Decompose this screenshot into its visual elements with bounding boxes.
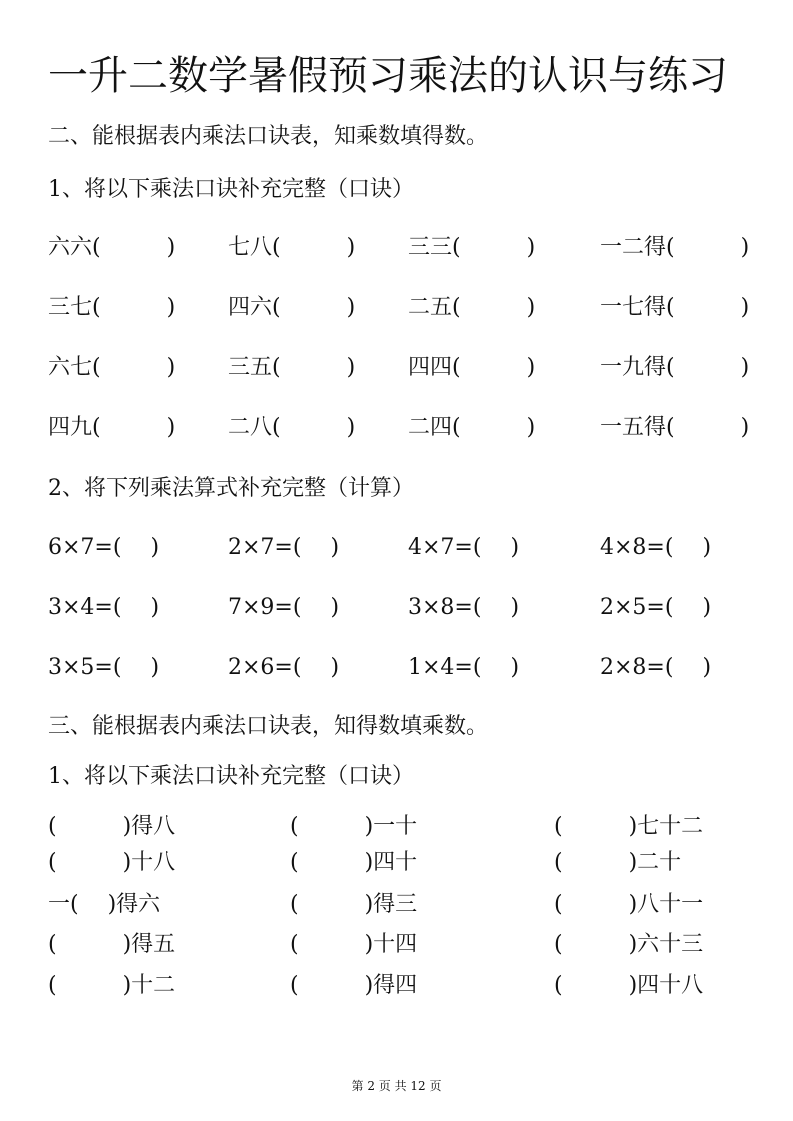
page-title: 一升二数学暑假预习乘法的认识与练习 xyxy=(48,53,728,99)
koujue-item[interactable]: 一七得( ) xyxy=(600,295,750,320)
koujue-item[interactable]: 三三( ) xyxy=(408,235,536,260)
section-3-heading: 三、能根据表内乘法口诀表，知得数填乘数。 xyxy=(48,714,489,739)
reverse-koujue-item[interactable]: ( )四十八 xyxy=(554,973,704,998)
equation-item[interactable]: 2×7=( ) xyxy=(228,535,340,560)
koujue-item[interactable]: 二四( ) xyxy=(408,415,536,440)
reverse-koujue-item[interactable]: ( )得三 xyxy=(290,892,418,917)
section-2-part-1-title: 1、将以下乘法口诀补充完整（口诀） xyxy=(48,177,414,202)
reverse-koujue-item[interactable]: ( )十四 xyxy=(290,932,418,957)
equation-item[interactable]: 6×7=( ) xyxy=(48,535,160,560)
koujue-row xyxy=(0,293,793,323)
reverse-koujue-item[interactable]: ( )七十二 xyxy=(554,814,704,839)
equation-item[interactable]: 3×4=( ) xyxy=(48,595,160,620)
koujue-item[interactable]: 四九( ) xyxy=(48,415,176,440)
reverse-koujue-item[interactable]: ( )得五 xyxy=(48,932,176,957)
koujue-row xyxy=(0,233,793,263)
equation-item[interactable]: 4×8=( ) xyxy=(600,535,712,560)
reverse-koujue-item[interactable]: ( )八十一 xyxy=(554,892,704,917)
koujue-item[interactable]: 六六( ) xyxy=(48,235,176,260)
reverse-koujue-item[interactable]: ( )一十 xyxy=(290,814,418,839)
section-2-heading: 二、能根据表内乘法口诀表，知乘数填得数。 xyxy=(48,124,489,149)
koujue-row xyxy=(0,413,793,443)
koujue-item[interactable]: 二五( ) xyxy=(408,295,536,320)
koujue-item[interactable]: 七八( ) xyxy=(228,235,356,260)
koujue-item[interactable]: 一九得( ) xyxy=(600,355,750,380)
koujue-item[interactable]: 一五得( ) xyxy=(600,415,750,440)
koujue-item[interactable]: 三七( ) xyxy=(48,295,176,320)
equation-item[interactable]: 1×4=( ) xyxy=(408,655,520,680)
reverse-koujue-item[interactable]: ( )二十 xyxy=(554,850,682,875)
koujue-item[interactable]: 六七( ) xyxy=(48,355,176,380)
section-2-part-2-title: 2、将下列乘法算式补充完整（计算） xyxy=(48,476,414,501)
reverse-koujue-row xyxy=(0,971,793,1001)
equation-row xyxy=(0,593,793,623)
equation-item[interactable]: 4×7=( ) xyxy=(408,535,520,560)
reverse-koujue-item[interactable]: ( )十二 xyxy=(48,973,176,998)
reverse-koujue-row xyxy=(0,890,793,920)
reverse-koujue-row xyxy=(0,848,793,878)
koujue-item[interactable]: 二八( ) xyxy=(228,415,356,440)
equation-row xyxy=(0,653,793,683)
equation-item[interactable]: 3×5=( ) xyxy=(48,655,160,680)
koujue-row xyxy=(0,353,793,383)
reverse-koujue-item[interactable]: ( )得八 xyxy=(48,814,176,839)
equation-item[interactable]: 2×8=( ) xyxy=(600,655,712,680)
section-3-part-1-title: 1、将以下乘法口诀补充完整（口诀） xyxy=(48,764,414,789)
reverse-koujue-item[interactable]: ( )得四 xyxy=(290,973,418,998)
reverse-koujue-item[interactable]: ( )六十三 xyxy=(554,932,704,957)
koujue-item[interactable]: 一二得( ) xyxy=(600,235,750,260)
reverse-koujue-item[interactable]: ( )四十 xyxy=(290,850,418,875)
koujue-item[interactable]: 四六( ) xyxy=(228,295,356,320)
equation-item[interactable]: 3×8=( ) xyxy=(408,595,520,620)
koujue-item[interactable]: 三五( ) xyxy=(228,355,356,380)
equation-item[interactable]: 2×6=( ) xyxy=(228,655,340,680)
reverse-koujue-item[interactable]: ( )十八 xyxy=(48,850,176,875)
equation-row xyxy=(0,533,793,563)
reverse-koujue-item[interactable]: 一( )得六 xyxy=(48,892,161,917)
reverse-koujue-row xyxy=(0,812,793,842)
koujue-item[interactable]: 四四( ) xyxy=(408,355,536,380)
equation-item[interactable]: 7×9=( ) xyxy=(228,595,340,620)
reverse-koujue-row xyxy=(0,930,793,960)
equation-item[interactable]: 2×5=( ) xyxy=(600,595,712,620)
page-footer: 第 2 页 共 12 页 xyxy=(351,1079,442,1093)
